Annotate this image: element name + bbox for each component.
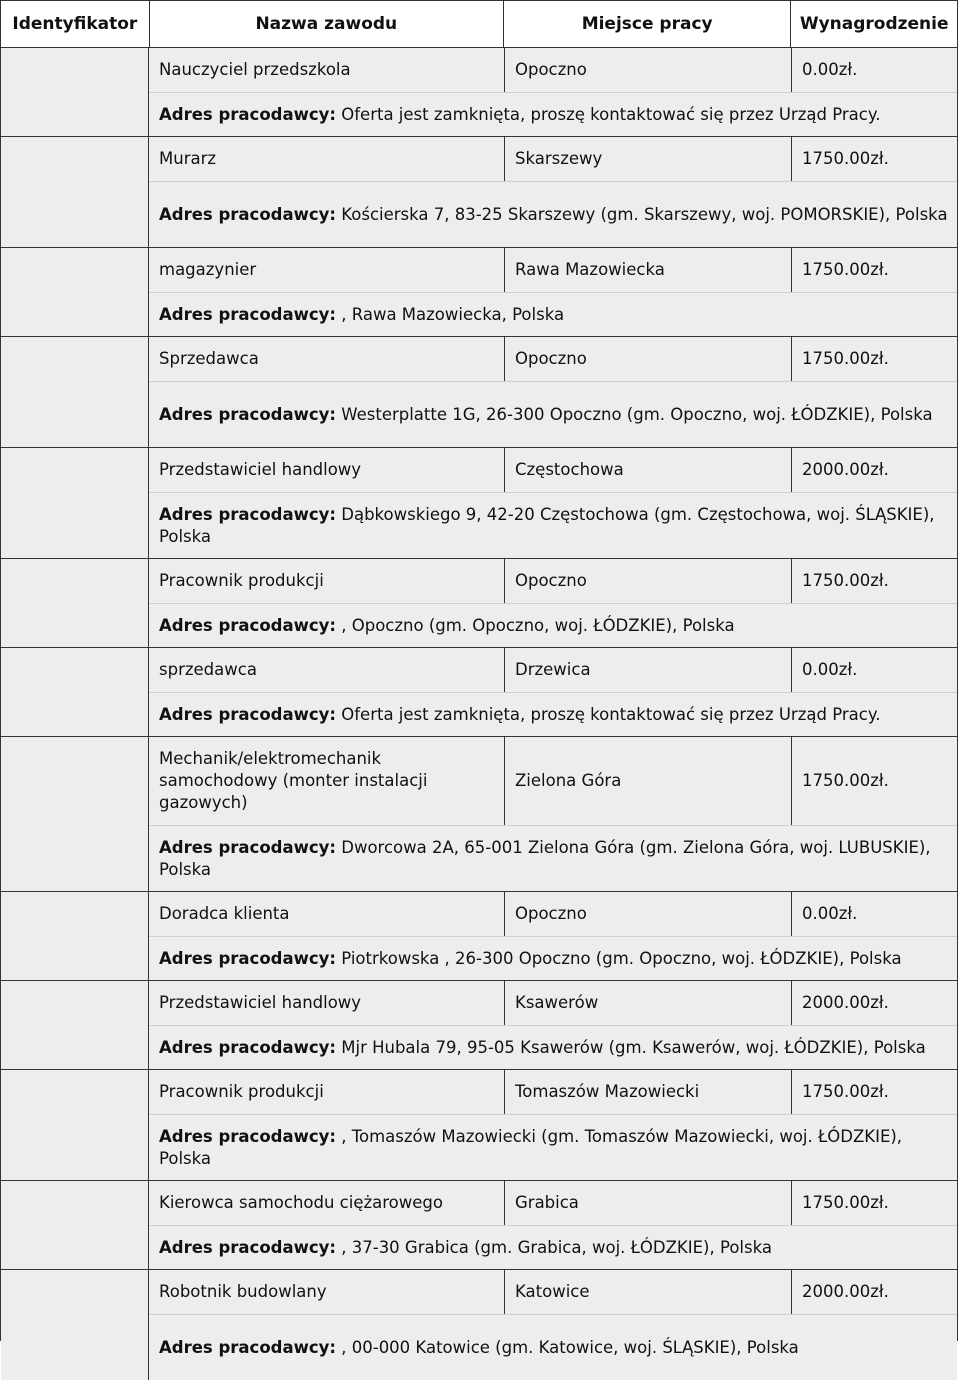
record-content: [149, 559, 957, 647]
employer-address: Dąbkowskiego 9, 42-20 Częstochowa (gm. Częstochowa, woj. ŚLĄSKIE), Polska: [159, 504, 935, 546]
address-row: [149, 604, 957, 647]
salary: 2000.00zł.: [802, 993, 889, 1012]
address-label: Adres pracodawcy:: [159, 1237, 336, 1257]
address-label: Adres pracodawcy:: [159, 615, 336, 635]
employer-address: Kościerska 7, 83-25 Skarszewy (gm. Skarszewy, woj. POMORSKIE), Polska: [341, 204, 948, 224]
job-row: [149, 1181, 957, 1226]
address-row: [149, 826, 957, 891]
identifier-cell: [1, 337, 149, 447]
address-text-block: [159, 104, 881, 126]
job-record: [1, 137, 957, 248]
address-label: Adres pracodawcy:: [159, 304, 336, 324]
address-text-block: [159, 204, 948, 226]
address-text-block: [159, 704, 881, 726]
salary: 1750.00zł.: [802, 571, 889, 590]
workplace: Rawa Mazowiecka: [504, 248, 792, 292]
workplace: Drzewica: [504, 648, 792, 692]
workplace: Grabica: [504, 1181, 792, 1225]
address-label: Adres pracodawcy:: [159, 948, 336, 968]
column-header-job-name: Nazwa zawodu: [149, 1, 503, 47]
column-header-salary: Wynagrodzenie: [790, 1, 957, 47]
job-name: Doradca klienta: [159, 904, 290, 923]
employer-address: Oferta jest zamknięta, proszę kontaktować się przez Urząd Pracy.: [341, 704, 881, 724]
job-record: [1, 1070, 957, 1181]
address-label: Adres pracodawcy:: [159, 1337, 336, 1357]
table-header: [1, 1, 957, 48]
job-row: [149, 248, 957, 293]
workplace: Opoczno: [504, 559, 792, 603]
job-record: [1, 981, 957, 1070]
identifier-cell: [1, 48, 149, 136]
identifier-cell: [1, 1181, 149, 1269]
job-row: [149, 48, 957, 93]
record-content: [149, 892, 957, 980]
employer-address: , 00-000 Katowice (gm. Katowice, woj. ŚLĄSKIE), Polska: [341, 1337, 799, 1357]
job-row: [149, 337, 957, 382]
address-label: Adres pracodawcy:: [159, 504, 336, 524]
salary: 0.00zł.: [802, 904, 858, 923]
address-row: [149, 1315, 957, 1380]
job-row: [149, 448, 957, 493]
address-text-block: [159, 504, 949, 548]
record-content: [149, 248, 957, 336]
job-name: Sprzedawca: [159, 349, 259, 368]
job-record: [1, 648, 957, 737]
address-label: Adres pracodawcy:: [159, 837, 336, 857]
record-content: [149, 448, 957, 558]
job-record: [1, 1181, 957, 1270]
salary: 2000.00zł.: [802, 1282, 889, 1301]
workplace: Opoczno: [504, 337, 792, 381]
job-name: Pracownik produkcji: [159, 571, 324, 590]
address-text-block: [159, 1337, 799, 1359]
record-content: [149, 337, 957, 447]
address-row: [149, 382, 957, 447]
job-name: magazynier: [159, 260, 257, 279]
workplace: Zielona Góra: [504, 737, 792, 825]
record-content: [149, 737, 957, 891]
job-record: [1, 248, 957, 337]
employer-address: Mjr Hubala 79, 95-05 Ksawerów (gm. Ksawerów, woj. ŁÓDZKIE), Polska: [341, 1037, 926, 1057]
employer-address: , Tomaszów Mazowiecki (gm. Tomaszów Mazowiecki, woj. ŁÓDZKIE), Polska: [159, 1126, 903, 1168]
address-label: Adres pracodawcy:: [159, 704, 336, 724]
workplace: Tomaszów Mazowiecki: [504, 1070, 792, 1114]
salary: 1750.00zł.: [802, 1193, 889, 1212]
job-name: sprzedawca: [159, 660, 257, 679]
job-record: [1, 1270, 957, 1380]
job-name: Robotnik budowlany: [159, 1282, 327, 1301]
address-text-block: [159, 1126, 949, 1170]
address-row: [149, 1026, 957, 1069]
salary: 1750.00zł.: [802, 771, 889, 790]
job-name: Murarz: [159, 149, 217, 168]
column-header-workplace: Miejsce pracy: [503, 1, 790, 47]
records-list: [1, 48, 957, 1380]
address-row: [149, 182, 957, 247]
salary: 2000.00zł.: [802, 460, 889, 479]
identifier-cell: [1, 559, 149, 647]
address-text-block: [159, 1237, 772, 1259]
column-header-identifier: Identyfikator: [12, 14, 138, 34]
salary: 1750.00zł.: [802, 260, 889, 279]
job-record: [1, 337, 957, 448]
address-row: [149, 937, 957, 980]
salary: 1750.00zł.: [802, 149, 889, 168]
job-row: [149, 1070, 957, 1115]
record-content: [149, 1181, 957, 1269]
address-row: [149, 493, 957, 558]
address-label: Adres pracodawcy:: [159, 1126, 336, 1146]
identifier-cell: [1, 448, 149, 558]
address-text-block: [159, 1037, 926, 1059]
record-content: [149, 981, 957, 1069]
job-row: [149, 981, 957, 1026]
job-name: Pracownik produkcji: [159, 1082, 324, 1101]
address-row: [149, 1226, 957, 1269]
employer-address: Westerplatte 1G, 26-300 Opoczno (gm. Opoczno, woj. ŁÓDZKIE), Polska: [341, 404, 933, 424]
address-row: [149, 293, 957, 336]
salary: 0.00zł.: [802, 660, 858, 679]
workplace: Opoczno: [504, 48, 792, 92]
job-row: [149, 648, 957, 693]
salary: 1750.00zł.: [802, 349, 889, 368]
record-content: [149, 1070, 957, 1180]
address-text-block: [159, 615, 735, 637]
employer-address: , Rawa Mazowiecka, Polska: [341, 304, 565, 324]
job-row: [149, 559, 957, 604]
address-label: Adres pracodawcy:: [159, 104, 336, 124]
identifier-cell: [1, 737, 149, 891]
job-name: Nauczyciel przedszkola: [159, 60, 351, 79]
address-text-block: [159, 837, 949, 881]
salary: 1750.00zł.: [802, 1082, 889, 1101]
identifier-cell: [1, 892, 149, 980]
address-label: Adres pracodawcy:: [159, 1037, 336, 1057]
identifier-cell: [1, 137, 149, 247]
employer-address: , Opoczno (gm. Opoczno, woj. ŁÓDZKIE), Polska: [341, 615, 735, 635]
job-name: Przedstawiciel handlowy: [159, 460, 362, 479]
identifier-cell: [1, 981, 149, 1069]
employer-address: Piotrkowska , 26-300 Opoczno (gm. Opoczno, woj. ŁÓDZKIE), Polska: [341, 948, 902, 968]
workplace: Skarszewy: [504, 137, 792, 181]
identifier-cell: [1, 1270, 149, 1380]
job-name: Kierowca samochodu ciężarowego: [159, 1193, 443, 1212]
job-row: [149, 137, 957, 182]
address-text-block: [159, 404, 933, 426]
job-row: [149, 737, 957, 826]
employer-address: Oferta jest zamknięta, proszę kontaktować się przez Urząd Pracy.: [341, 104, 881, 124]
salary: 0.00zł.: [802, 60, 858, 79]
job-row: [149, 1270, 957, 1315]
employer-address: , 37-30 Grabica (gm. Grabica, woj. ŁÓDZKIE), Polska: [341, 1237, 772, 1257]
employer-address: Dworcowa 2A, 65-001 Zielona Góra (gm. Zielona Góra, woj. LUBUSKIE), Polska: [159, 837, 931, 879]
address-row: [149, 93, 957, 136]
identifier-cell: [1, 648, 149, 736]
job-record: [1, 737, 957, 892]
address-row: [149, 693, 957, 736]
record-content: [149, 137, 957, 247]
workplace: Częstochowa: [504, 448, 792, 492]
workplace: Ksawerów: [504, 981, 792, 1025]
address-text-block: [159, 304, 564, 326]
job-name: Przedstawiciel handlowy: [159, 993, 362, 1012]
record-content: [149, 1270, 957, 1380]
address-row: [149, 1115, 957, 1180]
job-row: [149, 892, 957, 937]
record-content: [149, 648, 957, 736]
workplace: Opoczno: [504, 892, 792, 936]
workplace: Katowice: [504, 1270, 792, 1314]
job-name: Mechanik/elektromechanik samochodowy (monter instalacji gazowych): [159, 749, 428, 812]
job-record: [1, 559, 957, 648]
address-text-block: [159, 948, 902, 970]
job-record: [1, 48, 957, 137]
record-content: [149, 48, 957, 136]
address-label: Adres pracodawcy:: [159, 204, 336, 224]
job-record: [1, 448, 957, 559]
identifier-cell: [1, 1070, 149, 1180]
address-label: Adres pracodawcy:: [159, 404, 336, 424]
identifier-cell: [1, 248, 149, 336]
job-record: [1, 892, 957, 981]
